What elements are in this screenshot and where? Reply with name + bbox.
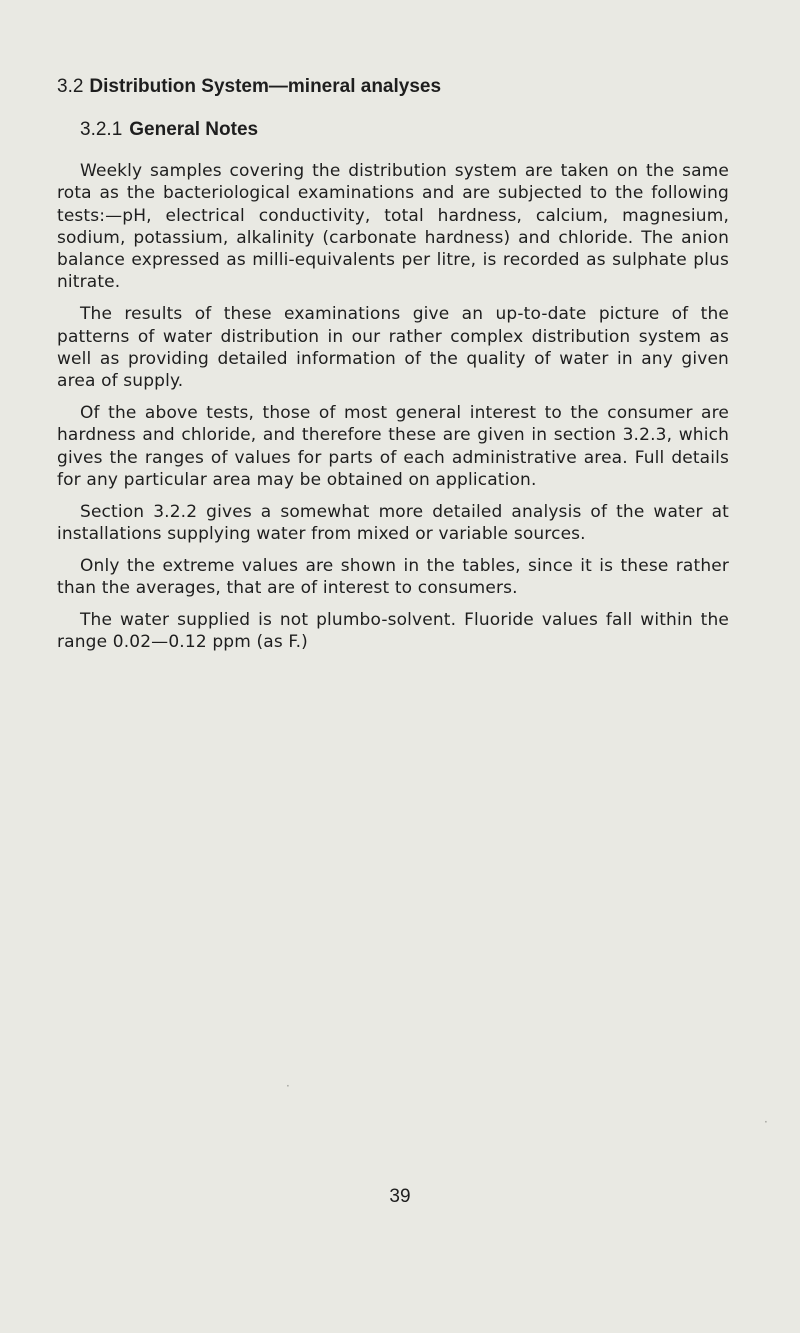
scan-speck: · [764, 1115, 768, 1129]
body-text [57, 160, 729, 663]
paragraph-fluoride: The water supplied is not plumbo-solvent. Fluoride values fall within the range 0.02—0.12 ppm (as F.) [57, 609, 729, 653]
paragraph-extreme-values: Only the extreme values are shown in the tables, since it is these rather than the averages, that are of interest to consumers. [57, 555, 729, 599]
page-number: 39 [389, 1186, 411, 1207]
paragraph-hardness-chloride: Of the above tests, those of most general interest to the consumer are hardness and chloride, and therefore these are given in section 3.2.3, which gives the ranges of values for parts of each administrative area. Full details for any particular area may be obtained on application. [57, 402, 729, 490]
paragraph-results: The results of these examinations give an up-to-date picture of the patterns of water distribution in our rather complex distribution system as well as providing detailed information of the quality of water in any given area of supply. [57, 304, 729, 392]
section-number: 3.2 [57, 76, 84, 97]
subsection-number: 3.2.1 [80, 119, 123, 140]
subsection-title: General Notes [129, 119, 259, 140]
section-heading [57, 76, 757, 98]
section-title: Distribution System—mineral analyses [89, 76, 442, 97]
paragraph-section-322: Section 3.2.2 gives a somewhat more detailed analysis of the water at installations supplying water from mixed or variable sources. [57, 501, 729, 544]
scan-speck: · [286, 1079, 290, 1093]
subsection-heading [80, 119, 740, 141]
paragraph-tests: Weekly samples covering the distribution system are taken on the same rota as the bacteriological examinations and are subjected to the following tests:—pH, electrical conductivity, total hardness, calcium, magnesium, sodium, potassium, alkalinity (carbonate hardness) and chloride. The anion balance expressed as milli-equivalents per litre, is recorded as sulphate plus nitrate. [57, 161, 729, 293]
